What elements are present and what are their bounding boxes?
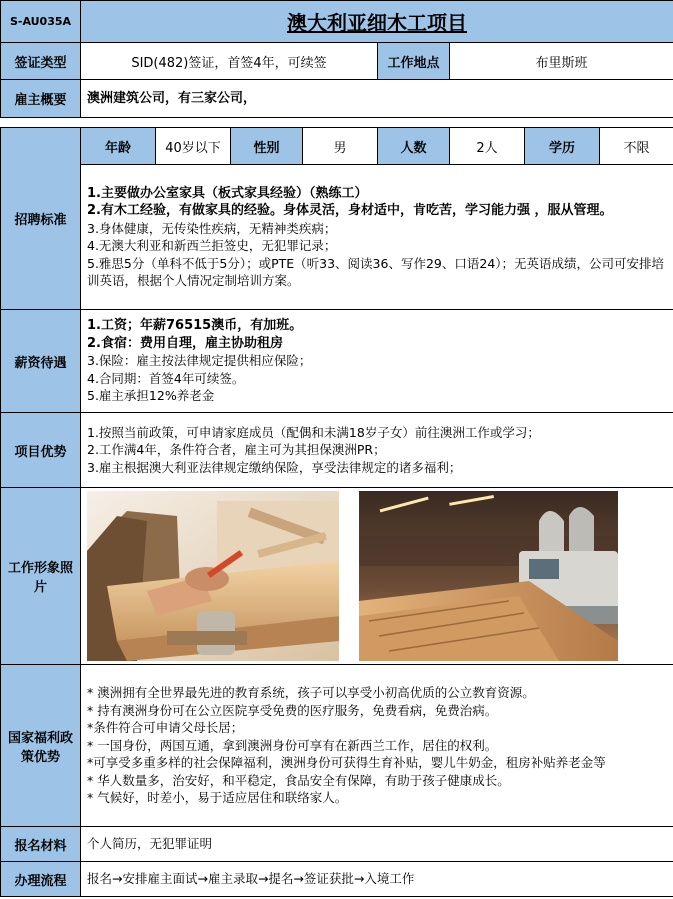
education-value: 不限 — [600, 128, 673, 165]
gender-label: 性别 — [231, 128, 303, 165]
salary-item: 3.保险：雇主按法律规定提供相应保险； — [87, 353, 312, 369]
gender-value: 男 — [303, 128, 378, 165]
count-label: 人数 — [378, 128, 450, 165]
photos-label — [1, 488, 81, 665]
carpenter-photo — [87, 491, 339, 661]
salary-label: 薪资待遇 — [1, 310, 81, 413]
recruit-item: 5.雅思5分（单科不低于5分）；或PTE（听33、阅读36、写作29、口语24）；无英语成绩，公司可安排培训英语，根据个人情况定制培训方案。 — [87, 255, 665, 288]
age-value: 40岁以下 — [156, 128, 231, 165]
welfare-item: *可享受多重多样的社会保障福利，澳洲身份可获得生育补贴，婴儿牛奶金，租房补贴养老金等 — [87, 755, 606, 771]
welfare-item: * 华人数量多，治安好，和平稳定，食品安全有保障，有助于孩子健康成长。 — [87, 772, 510, 788]
visa-type-value: SID(482)签证，首签4年，可续签 — [81, 43, 378, 80]
age-label: 年龄 — [81, 128, 156, 165]
welfare-item: * 气候好，时差小，易于适应居住和联络家人。 — [87, 790, 348, 806]
recruit-label: 招聘标准 — [1, 128, 81, 310]
work-location-label: 工作地点 — [378, 43, 450, 80]
photos-cell — [81, 488, 673, 665]
recruit-item: 3.身体健康，无传染性疾病，无精神类疾病； — [87, 220, 337, 236]
advantage-item: 1.按照当前政策，可申请家庭成员（配偶和未满18岁子女）前往澳洲工作或学习； — [87, 424, 540, 440]
salary-item: 2.食宿：费用自理，雇主协助租房 — [87, 335, 283, 351]
work-location-value: 布里斯班 — [450, 43, 673, 80]
advantage-details — [81, 413, 673, 488]
recruit-item: 4.无澳大利亚和新西兰拒签史，无犯罪记录； — [87, 238, 337, 253]
salary-item: 5.雇主承担12%养老金 — [87, 388, 215, 404]
recruit-item: 2.有木工经验，有做家具的经验。身体灵活，身材适中，肯吃苦，学习能力强 ，服从管理。 — [87, 203, 613, 218]
process-value: 报名→安排雇主面试→雇主录取→提名→签证获批→入境工作 — [81, 862, 673, 897]
welfare-item: * 持有澳洲身份可在公立医院享受免费的医疗服务，免费看病，免费治病。 — [87, 702, 498, 718]
photos-label-text: 工作形象照片 — [7, 561, 73, 595]
welfare-label — [1, 665, 81, 827]
welfare-item: * 澳洲拥有全世界最先进的教育系统，孩子可以享受小初高优质的公立教育资源。 — [87, 685, 535, 701]
employer-value: 澳洲建筑公司，有三家公司， — [81, 80, 673, 118]
visa-type-label: 签证类型 — [1, 43, 81, 80]
count-value: 2人 — [450, 128, 525, 165]
salary-item: 4.合同期：首签4年可续签。 — [87, 370, 245, 386]
workshop-photo — [359, 491, 618, 661]
recruit-item: 1.主要做办公室家具（板式家具经验）（熟练工） — [87, 185, 368, 201]
welfare-item: * 一国身份，两国互通，拿到澳洲身份可享有在新西兰工作，居住的权利。 — [87, 737, 498, 753]
employer-label: 雇主概要 — [1, 80, 81, 118]
salary-item: 1.工资；年薪76515澳币，有加班。 — [87, 318, 303, 334]
advantage-item: 2.工作满4年，条件符合者，雇主可为其担保澳洲PR； — [87, 442, 386, 458]
project-code: S-AU035A — [1, 1, 81, 43]
process-label: 办理流程 — [1, 862, 81, 897]
page-title: 澳大利亚细木工项目 — [81, 1, 673, 43]
advantage-item: 3.雇主根据澳大利亚法律规定缴纳保险，享受法律规定的诸多福利； — [87, 459, 462, 475]
materials-value: 个人简历，无犯罪证明 — [81, 827, 673, 862]
education-label: 学历 — [525, 128, 600, 165]
recruit-requirements — [81, 165, 673, 310]
materials-label: 报名材料 — [1, 827, 81, 862]
welfare-label-text: 国家福利政策优势 — [7, 730, 73, 765]
top-table — [0, 0, 673, 118]
advantage-label: 项目优势 — [1, 413, 81, 488]
welfare-details — [81, 665, 673, 827]
salary-details — [81, 310, 673, 413]
welfare-item: *条件符合可申请父母长居； — [87, 720, 244, 736]
main-table — [0, 127, 673, 897]
